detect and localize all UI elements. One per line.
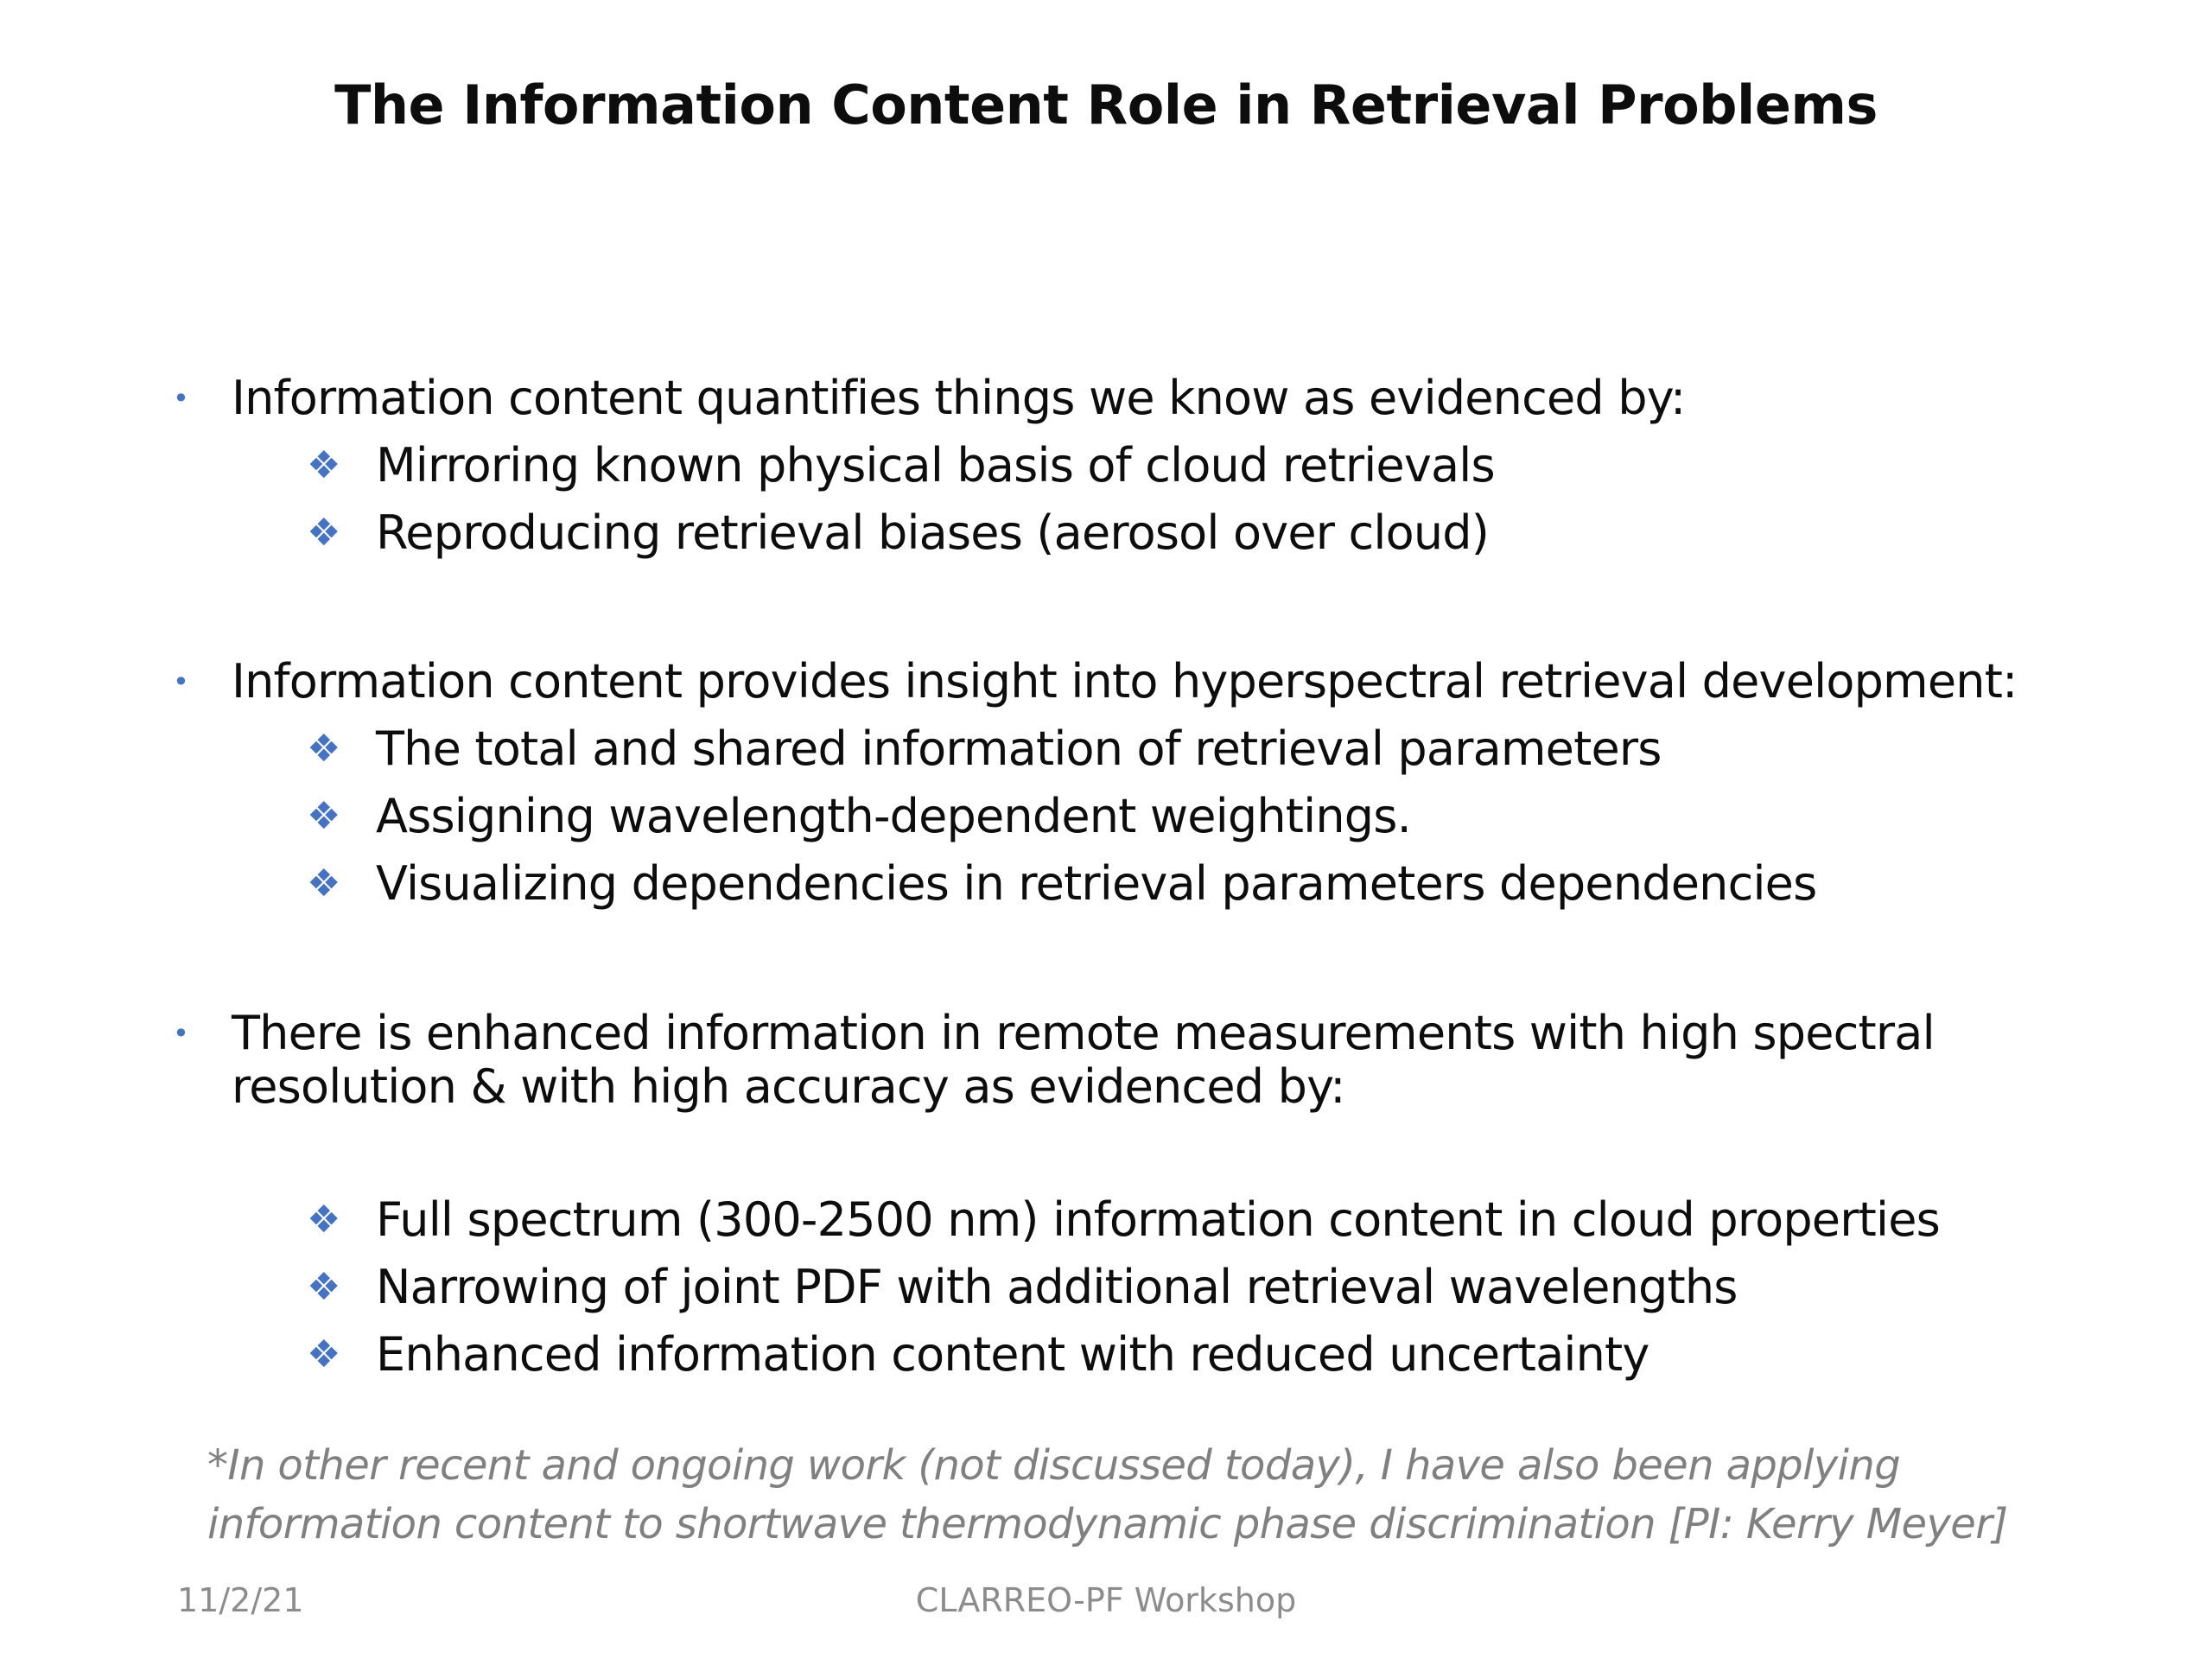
diamond-bullet-icon: ❖ [307,727,341,771]
footer-title: CLARREO-PF Workshop [915,1581,1297,1619]
footnote [207,1436,2108,1554]
diamond-bullet-icon: ❖ [307,861,341,906]
diamond-bullet-icon: ❖ [307,1198,341,1242]
slide-title: The Information Content Role in Retrieval Problems [334,73,1878,137]
bullet-text: Information content provides insight into hyperspectral retrieval development: [232,654,2018,709]
diamond-bullet-icon: ❖ [307,794,341,838]
sub-bullet-text: Mirroring known physical basis of cloud retrievals [376,438,1495,493]
diamond-bullet-icon: ❖ [307,1332,341,1376]
bullet-text-line: resolution & with high accuracy as evidenced by: [232,1059,1345,1114]
sub-bullet-text: Full spectrum (300-2500 nm) information content in cloud properties [376,1192,1940,1247]
footnote-line: *In other recent and ongoing work (not discussed today), I have also been applying [207,1441,1901,1490]
diamond-bullet-icon: ❖ [307,511,341,555]
sub-bullet-text: Visualizing dependencies in retrieval parameters dependencies [376,856,1817,911]
bullet-dot-icon: • [173,382,189,415]
bullet-text-line: There is enhanced information in remote measurements with high spectral [232,1006,1935,1060]
bullet-dot-icon: • [173,1017,189,1050]
sub-bullet-text: Enhanced information content with reduced uncertainty [376,1327,1649,1382]
sub-bullet-text: Reproducing retrieval biases (aerosol over cloud) [376,505,1490,560]
sub-bullet-text: Narrowing of joint PDF with additional retrieval wavelengths [376,1260,1738,1314]
sub-bullet-text: The total and shared information of retrieval parameters [376,721,1662,776]
sub-bullet-text: Assigning wavelength-dependent weightings. [376,789,1411,843]
footer-date: 11/2/21 [177,1581,304,1619]
bullet-dot-icon: • [173,665,189,698]
footnote-line: information content to shortwave thermodynamic phase discrimination [PI: Kerry Meyer] [207,1500,2008,1548]
bullet-text: Information content quantifies things we know as evidenced by: [232,371,1686,425]
diamond-bullet-icon: ❖ [307,1265,341,1309]
diamond-bullet-icon: ❖ [307,443,341,487]
